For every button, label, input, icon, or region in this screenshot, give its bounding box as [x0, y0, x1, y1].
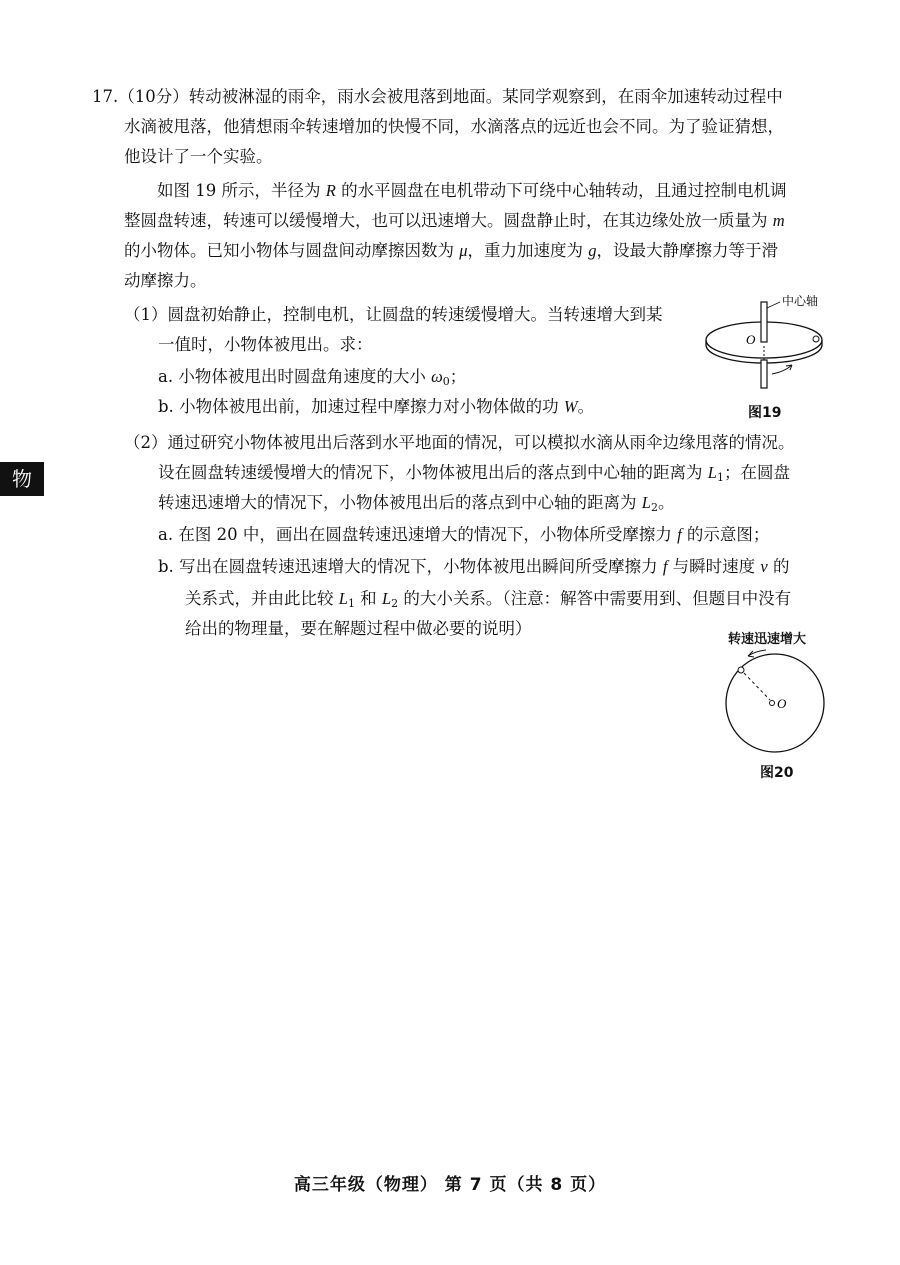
rotation-arrow [772, 365, 792, 374]
figure-19 [700, 288, 830, 398]
part2-item-b-line-1: b. 写出在圆盘转速迅速增大的情况下，小物体被甩出瞬间所受摩擦力 f 与瞬时速度 v 的 [158, 557, 790, 576]
part2-label: （2） [124, 433, 168, 452]
setup-line-3: 的小物体。已知小物体与圆盘间动摩擦因数为 μ，重力加速度为 g，设最大静摩擦力等于滑 [124, 241, 779, 260]
part1-line-2: 一值时，小物体被甩出。求： [158, 335, 373, 354]
fig20-caption: 图20 [760, 765, 794, 781]
fig20-small-object [738, 667, 744, 673]
center-axis-bottom [761, 360, 767, 388]
part1-item-b: b. 小物体被甩出前，加速过程中摩擦力对小物体做的功 W。 [158, 397, 595, 416]
part2-item-b-line-2: 关系式，并由此比较 $L_1$ 和 $L_2$ 的大小关系。（注意：解答中需要用到、但题目中没有 [185, 589, 792, 610]
question-line-3: 他设计了一个实验。 [124, 147, 273, 166]
question-line-2: 水滴被甩落，他猜想雨伞转速增加的快慢不同，水滴落点的远近也会不同。为了验证猜想， [124, 117, 784, 136]
fig20-center-label: O [777, 696, 787, 711]
fig20-center [770, 701, 775, 706]
fig19-caption: 图19 [748, 405, 782, 421]
small-object [813, 336, 819, 342]
axis-leader [767, 302, 780, 308]
center-axis-top [761, 302, 767, 342]
axis-label: 中心轴 [782, 294, 819, 308]
page-footer: 高三年级（物理） 第 7 页（共 8 页） [293, 1175, 607, 1195]
part2-line-1: （2）通过研究小物体被甩出后落到水平地面的情况，可以模拟水滴从雨伞边缘甩落的情况。 [124, 433, 795, 452]
part2-item-b-line-3: 给出的物理量，要在解题过程中做必要的说明） [185, 619, 532, 638]
setup-line-2: 整圆盘转速，转速可以缓慢增大，也可以迅速增大。圆盘静止时，在其边缘处放一质量为 m [124, 211, 785, 230]
setup-line-4: 动摩擦力。 [124, 271, 207, 290]
part2-line-2: 设在圆盘转速缓慢增大的情况下，小物体被甩出后的落点到中心轴的距离为 $L_1$；在圆盘 [158, 463, 790, 484]
part2-line-3: 转速迅速增大的情况下，小物体被甩出后的落点到中心轴的距离为 $L_2$。 [158, 493, 675, 514]
figure-20 [718, 642, 828, 754]
subject-side-tab: 物 [0, 462, 44, 496]
part2-item-a: a. 在图 20 中，画出在圆盘转速迅速增大的情况下，小物体所受摩擦力 f 的示意图； [158, 525, 770, 544]
setup-line-1: 如图 19 所示，半径为 R 的水平圆盘在电机带动下可绕中心轴转动，且通过控制电机调 [157, 181, 787, 200]
part1-item-a: a. 小物体被甩出时圆盘角速度的大小 $\omega_0$； [158, 367, 467, 388]
fig20-top-label: 转速迅速增大 [728, 632, 807, 647]
fig19-center-label: O [746, 332, 756, 347]
question-line-1: 17.（10分）转动被淋湿的雨伞，雨水会被甩落到地面。某同学观察到，在雨伞加速转动过程中 [92, 87, 783, 106]
question-number: 17 [92, 87, 113, 106]
part1-line-1: （1）圆盘初始静止，控制电机，让圆盘的转速缓慢增大。当转速增大到某 [124, 305, 663, 324]
question-score: （10分） [118, 87, 189, 106]
part1-label: （1） [124, 305, 168, 324]
